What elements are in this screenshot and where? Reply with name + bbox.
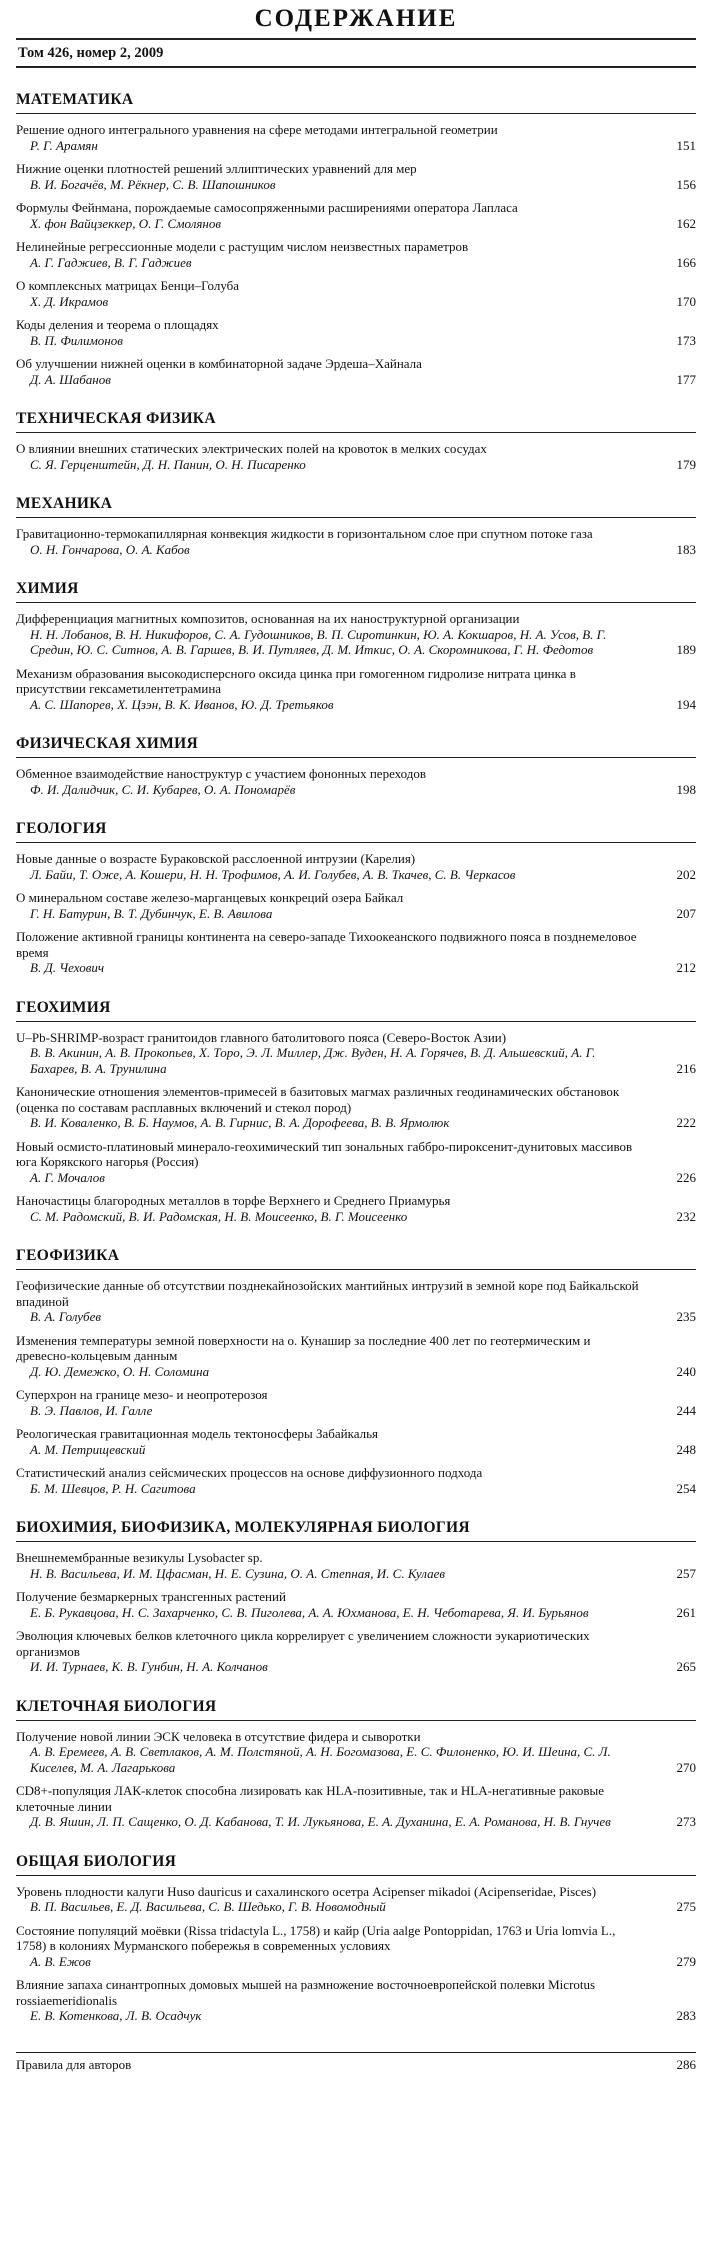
entry-page-number: 235	[676, 1309, 696, 1324]
entry-title: Обменное взаимодействие наноструктур с участием фононных переходов	[16, 766, 427, 781]
contents-page	[6, 0, 706, 2073]
toc-entry[interactable]	[16, 1193, 696, 1224]
page-title: СОДЕРЖАНИЕ	[254, 5, 458, 32]
entry-title: Новый осмисто-платиновый минерало-геохимический тип зональных габбро-пироксенит-дунитовых массивов юга Корякского нагорья (Россия)	[16, 1138, 633, 1169]
section-title: МЕХАНИКА	[16, 495, 113, 512]
entry-authors: А. С. Шапорев, Х. Цзэн, В. К. Иванов, Ю. Д. Третьяков	[30, 696, 334, 712]
entry-title: U–Pb-SHRIMP-возраст гранитоидов главного батолитового пояса (Северо-Восток Азии)	[16, 1029, 507, 1045]
entry-authors: Х. Д. Икрамов	[30, 293, 109, 309]
toc-entry[interactable]	[16, 1030, 696, 1077]
entry-page-number: 275	[676, 1899, 696, 1914]
entry-authors: А. М. Петрищевский	[30, 1441, 146, 1457]
entry-authors: Б. М. Шевцов, Р. Н. Сагитова	[30, 1480, 196, 1496]
section	[16, 1518, 696, 1675]
entry-title: Нелинейные регрессионные модели с растущим числом неизвестных параметров	[16, 239, 469, 254]
entry-authors: В. П. Васильев, Е. Д. Васильева, С. В. Шедько, Г. В. Новомодный	[30, 1899, 386, 1914]
entry-authors: Е. В. Котенкова, Л. В. Осадчук	[30, 2008, 202, 2023]
entry-title: Реологическая гравитационная модель тектоносферы Забайкалья	[16, 1426, 379, 1441]
entry-authors: А. Г. Гаджиев, В. Г. Гаджиев	[30, 254, 192, 270]
toc-entry[interactable]	[16, 161, 696, 192]
entry-title: Коды деления и теорема о площадях	[16, 317, 219, 332]
section	[16, 1852, 696, 2024]
section	[16, 90, 696, 387]
section-title: ФИЗИЧЕСКАЯ ХИМИЯ	[16, 735, 198, 752]
section-title: ТЕХНИЧЕСКАЯ ФИЗИКА	[16, 410, 216, 427]
entry-title: Внешнемембранные везикулы Lysobacter sp.	[16, 1550, 263, 1565]
section	[16, 819, 696, 976]
section-title: ОБЩАЯ БИОЛОГИЯ	[16, 1852, 177, 1870]
entry-title: Эволюция ключевых белков клеточного цикла коррелирует с увеличением сложности эукариотических организмов	[16, 1628, 590, 1659]
section-title: ГЕОФИЗИКА	[16, 1247, 120, 1264]
entry-page-number: 162	[676, 215, 696, 231]
entry-page-number: 279	[676, 1953, 696, 1969]
entry-page-number: 183	[676, 541, 696, 557]
toc-entry[interactable]	[16, 1139, 696, 1186]
entry-title: Механизм образования высокодисперсного оксида цинка при гомогенном гидролизе нитрата цинка в присутствии гексаметилентетрамина	[16, 665, 576, 696]
entry-title: О влиянии внешних статических электрических полей на кровоток в мелких сосудах	[16, 441, 487, 456]
footer-entry[interactable]	[16, 2052, 696, 2073]
entry-authors: В. И. Коваленко, В. Б. Наумов, А. В. Гирнис, В. А. Дорофеева, В. В. Ярмолюк	[30, 1115, 450, 1130]
section-rule	[16, 1720, 696, 1721]
section	[16, 1246, 696, 1496]
entry-page-number: 226	[676, 1169, 696, 1185]
entry-page-number: 202	[676, 866, 696, 882]
toc-entry[interactable]	[16, 666, 696, 713]
entry-page-number: 273	[676, 1814, 696, 1829]
section-rule	[16, 757, 696, 758]
section-title: БИОХИМИЯ, БИОФИЗИКА, МОЛЕКУЛЯРНАЯ БИОЛОГИЯ	[16, 1519, 470, 1536]
entry-authors: Д. А. Шабанов	[30, 371, 111, 387]
toc-entry[interactable]	[16, 1084, 696, 1131]
entry-page-number: 207	[676, 905, 696, 921]
entry-page-number: 198	[676, 781, 696, 797]
toc-entry[interactable]	[16, 1426, 696, 1457]
entry-authors: Н. Н. Лобанов, В. Н. Никифоров, С. А. Гудошников, В. П. Сиротинкин, Ю. А. Кокшаров, Н. А. Усов, В. Г. Средин, Ю. С. Ситнов, А. В. Гаршев, В. И. Путляев, Д. М. Иткис, О. А. Скоромникова, Г. Н. Федотов	[30, 626, 607, 657]
entry-authors: А. Г. Мочалов	[30, 1169, 105, 1185]
section-title: КЛЕТОЧНАЯ БИОЛОГИЯ	[16, 1697, 217, 1715]
section	[16, 998, 696, 1225]
entry-authors: Г. Н. Батурин, В. Т. Дубинчук, Е. В. Авилова	[30, 905, 273, 921]
section-title: МАТЕМАТИКА	[16, 91, 134, 108]
entry-authors: В. А. Голубев	[30, 1309, 101, 1324]
footer-page: 286	[676, 2056, 696, 2072]
entry-title: Состояние популяций моёвки (Rissa tridactyla L., 1758) и кайр (Uria aalge Pontoppidan, 1763 и Uria lomvia L., 1758) в колониях Мурманского побережья в современных условиях	[16, 1922, 616, 1953]
section	[16, 734, 696, 797]
entry-title: Канонические отношения элементов-примесей в базитовых магмах различных геодинамических обстановок (оценка по составам расплавных включений и стекол пород)	[16, 1084, 620, 1115]
toc-entry[interactable]	[16, 317, 696, 348]
entry-title: Изменения температуры земной поверхности на о. Кунашир за последние 400 лет по геотермическим и древесно-кольцевым данным	[16, 1332, 591, 1363]
entry-title: Влияние запаха синантропных домовых мышей на размножение восточноевропейской полевки Microtus rossiaemeridionalis	[16, 1977, 596, 2008]
entry-authors: Р. Г. Арамян	[30, 137, 98, 153]
volume-info: Том 426, номер 2, 2009	[18, 45, 164, 61]
entry-title: Формулы Фейнмана, порождаемые самосопряженными расширениями оператора Лапласа	[16, 200, 518, 215]
entry-authors: А. В. Ежов	[30, 1953, 91, 1969]
entry-authors: В. П. Филимонов	[30, 332, 123, 348]
entry-title: Наночастицы благородных металлов в торфе Верхнего и Среднего Приамурья	[16, 1193, 451, 1208]
entry-page-number: 189	[676, 642, 696, 657]
entry-page-number: 254	[676, 1480, 696, 1496]
entry-title: Суперхрон на границе мезо- и неопротерозоя	[16, 1387, 268, 1402]
entry-page-number: 265	[676, 1659, 696, 1674]
entry-page-number: 283	[676, 2008, 696, 2023]
section-title: ГЕОХИМИЯ	[16, 998, 111, 1016]
entry-page-number: 270	[676, 1759, 696, 1775]
section-rule	[16, 1021, 696, 1022]
entry-authors: В. В. Акинин, А. В. Прокопьев, Х. Торо, Э. Л. Миллер, Дж. Вуден, Н. А. Горячев, В. Д. Альшевский, А. Г. Бахарев, В. А. Трунилина	[30, 1045, 596, 1076]
toc-entry[interactable]	[16, 1783, 696, 1830]
entry-page-number: 156	[676, 176, 696, 192]
section-title: ГЕОЛОГИЯ	[16, 820, 107, 837]
toc-entry[interactable]	[16, 1387, 696, 1418]
entry-authors: В. Д. Чехович	[30, 960, 105, 975]
entry-title: Уровень плодности калуги Huso dauricus и сахалинского осетра Acipenser mikadoi (Acipenseridae, Pisces)	[16, 1883, 597, 1899]
section	[16, 409, 696, 472]
entry-authors: Л. Байи, Т. Оже, А. Кошери, Н. Н. Трофимов, А. И. Голубев, А. В. Ткачев, С. В. Черкасов	[30, 866, 516, 882]
entry-page-number: 212	[676, 960, 696, 975]
entry-title: Об улучшении нижней оценки в комбинаторной задаче Эрдеша–Хайнала	[16, 356, 422, 371]
toc-entry[interactable]	[16, 611, 696, 658]
entry-authors: Н. В. Васильева, И. М. Цфасман, Н. Е. Сузина, О. А. Степная, И. С. Кулаев	[30, 1565, 446, 1581]
entry-page-number: 222	[676, 1115, 696, 1130]
toc-entry[interactable]	[16, 1278, 696, 1325]
toc-entry[interactable]	[16, 441, 696, 472]
entry-page-number: 244	[676, 1402, 696, 1418]
entry-authors: Е. Б. Рукавцова, Н. С. Захарченко, С. В. Пиголева, А. А. Юхманова, Е. Н. Чеботарева, Я. И. Бурьянов	[30, 1604, 589, 1620]
section-rule	[16, 1269, 696, 1270]
entry-page-number: 232	[676, 1208, 696, 1224]
entry-page-number: 216	[676, 1060, 696, 1076]
toc-entry[interactable]	[16, 851, 696, 882]
toc-entry[interactable]	[16, 1589, 696, 1620]
section-rule	[16, 842, 696, 843]
entry-authors: С. М. Радомский, В. И. Радомская, Н. В. Моисеенко, В. Г. Моисеенко	[30, 1208, 408, 1224]
toc-entry[interactable]	[16, 1923, 696, 1970]
entry-authors: Д. В. Яшин, Л. П. Сащенко, О. Д. Кабанова, Т. И. Лукьянова, Е. А. Духанина, Е. А. Романова, Н. В. Гнучев	[30, 1814, 611, 1829]
entry-page-number: 194	[676, 696, 696, 712]
entry-page-number: 177	[676, 371, 696, 387]
toc-entry[interactable]	[16, 356, 696, 387]
toc-entry[interactable]	[16, 1729, 696, 1776]
toc-entry[interactable]	[16, 1628, 696, 1675]
entry-authors: И. И. Турнаев, К. В. Гунбин, Н. А. Колчанов	[30, 1659, 268, 1674]
entry-title: Геофизические данные об отсутствии позднекайнозойских мантийных интрузий в земной коре под Байкальской впадиной	[16, 1278, 639, 1309]
toc-entry[interactable]	[16, 1977, 696, 2024]
entry-title: Дифференциация магнитных композитов, основанная на их наноструктурной организации	[16, 611, 520, 626]
footer-label: Правила для авторов	[16, 2056, 132, 2072]
entry-authors: Д. Ю. Демежко, О. Н. Соломина	[30, 1363, 210, 1379]
entry-title: Положение активной границы континента на северо-западе Тихоокеанского подвижного пояса в позднемеловое время	[16, 929, 637, 960]
entry-authors: В. И. Богачёв, М. Рёкнер, С. В. Шапошников	[30, 176, 276, 192]
section	[16, 1697, 696, 1830]
entry-page-number: 170	[676, 293, 696, 309]
toc-entry[interactable]	[16, 890, 696, 921]
toc-entry[interactable]	[16, 766, 696, 797]
entry-title: Получение новой линии ЭСК человека в отсутствие фидера и сыворотки	[16, 1728, 421, 1744]
entry-authors: В. Э. Павлов, И. Галле	[30, 1402, 153, 1418]
entry-page-number: 173	[676, 332, 696, 348]
section-rule	[16, 113, 696, 114]
entry-title: Получение безмаркерных трансгенных растений	[16, 1589, 286, 1604]
entry-authors: Х. фон Вайцзеккер, О. Г. Смолянов	[30, 215, 222, 231]
toc-entry[interactable]	[16, 1884, 696, 1915]
entry-title: Гравитационно-термокапиллярная конвекция жидкости в горизонтальном слое при спутном потоке газа	[16, 526, 593, 541]
toc-entry[interactable]	[16, 1465, 696, 1496]
toc-entry[interactable]	[16, 1550, 696, 1581]
entry-page-number: 261	[676, 1604, 696, 1620]
toc-entry[interactable]	[16, 929, 696, 976]
entry-page-number: 257	[676, 1565, 696, 1581]
entry-authors: С. Я. Герценштейн, Д. Н. Панин, О. Н. Писаренко	[30, 456, 306, 472]
section	[16, 494, 696, 557]
section-rule	[16, 1541, 696, 1542]
sections-list	[6, 90, 706, 2024]
entry-title: Статистический анализ сейсмических процессов на основе диффузионного подхода	[16, 1465, 483, 1480]
entry-authors: А. В. Еремеев, А. В. Светлаков, А. М. Полстяной, А. Н. Богомазова, Е. С. Филоненко, Ю. И. Шеина, С. Л. Киселев, М. А. Лагарькова	[30, 1744, 611, 1775]
entry-title: О комплексных матрицах Бенци–Голуба	[16, 278, 240, 293]
entry-page-number: 179	[676, 456, 696, 472]
section-rule	[16, 1875, 696, 1876]
section-rule	[16, 432, 696, 433]
toc-entry[interactable]	[16, 239, 696, 270]
entry-title: CD8+-популяция ЛАК-клеток способна лизировать как HLA-позитивные, так и HLA-негативные раковые клеточные линии	[16, 1783, 605, 1814]
entry-authors: О. Н. Гончарова, О. А. Кабов	[30, 541, 190, 557]
toc-entry[interactable]	[16, 122, 696, 153]
entry-page-number: 166	[676, 254, 696, 270]
toc-entry[interactable]	[16, 1333, 696, 1380]
toc-entry[interactable]	[16, 200, 696, 231]
entry-title: Нижние оценки плотностей решений эллиптических уравнений для мер	[16, 161, 417, 176]
entry-title: Решение одного интегрального уравнения на сфере методами интегральной геометрии	[16, 122, 498, 137]
section	[16, 579, 696, 712]
entry-authors: Ф. И. Далидчик, С. И. Кубарев, О. А. Пономарёв	[30, 781, 296, 797]
entry-page-number: 240	[676, 1363, 696, 1379]
entry-page-number: 248	[676, 1441, 696, 1457]
section-title: ХИМИЯ	[16, 580, 79, 597]
toc-entry[interactable]	[16, 526, 696, 557]
entry-title: О минеральном составе железо-марганцевых конкреций озера Байкал	[16, 890, 404, 905]
section-rule	[16, 602, 696, 603]
entry-title: Новые данные о возрасте Бураковской расслоенной интрузии (Карелия)	[16, 851, 416, 866]
toc-entry[interactable]	[16, 278, 696, 309]
volume-rule	[16, 66, 696, 68]
entry-page-number: 151	[676, 137, 696, 153]
section-rule	[16, 517, 696, 518]
